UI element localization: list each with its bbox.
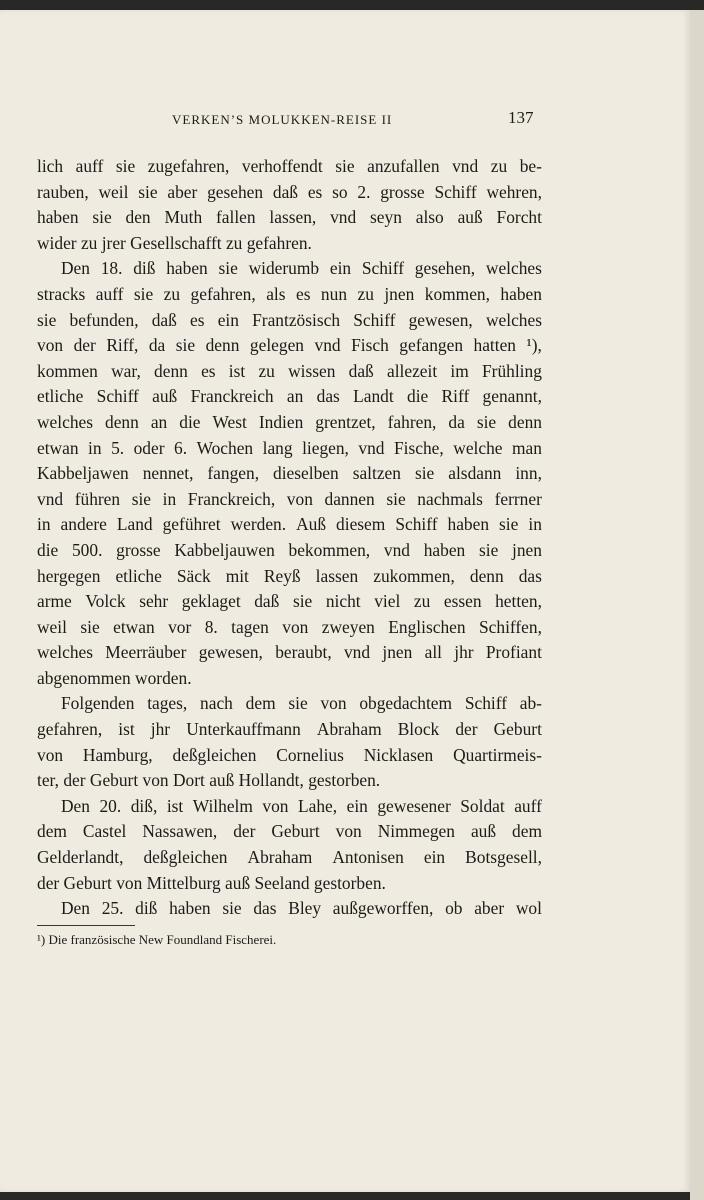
text-line: Folgenden tages, nach dem sie von obgedachtem Schiff ab-	[61, 693, 542, 714]
text-line: von der Riff, da sie denn gelegen vnd Fisch gefangen hatten ¹),	[37, 335, 542, 356]
text-line: vnd führen sie in Franckreich, von dannen sie nachmals ferrner	[37, 488, 542, 509]
running-head-title: VERKEN’S MOLUKKEN-REISE II	[172, 112, 393, 127]
text-line: sie befunden, daß es ein Frantzösisch Schiff gewesen, welches	[37, 309, 542, 330]
text-line: Den 25. diß haben sie das Bley außgeworffen, ob aber wol	[61, 898, 542, 919]
text-line: abgenommen worden.	[37, 667, 192, 688]
text-line: welches denn an die West Indien grentzet, fahren, da sie denn	[37, 411, 542, 432]
text-line: etliche Schiff auß Franckreich an das Landt die Riff genannt,	[37, 386, 542, 407]
text-line: welches Meerräuber gewesen, beraubt, vnd jnen all jhr Profiant	[37, 642, 542, 663]
footnote-text: Die französische New Foundland Fischerei.	[48, 932, 277, 947]
footnote	[37, 932, 542, 948]
text-line: ter, der Geburt von Dort auß Hollandt, gestorben.	[37, 770, 381, 791]
text-line: arme Volck sehr geklaget daß sie nicht viel zu essen hetten,	[37, 591, 542, 612]
text-line: hergegen etliche Säck mit Reyß lassen zukommen, denn das	[37, 565, 542, 586]
scan-background-top	[0, 0, 704, 10]
text-line: Den 20. diß, ist Wilhelm von Lahe, ein gewesener Soldat auff	[61, 795, 542, 816]
footnote-rule	[37, 925, 135, 926]
page-number: 137	[508, 108, 534, 127]
page-edge	[690, 10, 704, 1200]
text-line: haben sie den Muth fallen lassen, vnd seyn also auß Forcht	[37, 207, 542, 228]
text-line: dem Castel Nassawen, der Geburt von Nimmegen auß dem	[37, 821, 542, 842]
text-line: Gelderlandt, deßgleichen Abraham Antonisen ein Botsgesell,	[37, 847, 542, 868]
text-line: lich auff sie zugefahren, verhoffendt sie anzufallen vnd zu be-	[37, 156, 542, 176]
text-line: stracks auff sie zu gefahren, als es nun zu jnen kommen, haben	[37, 283, 542, 304]
body-text	[37, 154, 542, 922]
text-line: wider zu jrer Gesellschafft zu gefahren.	[37, 232, 312, 253]
running-head	[0, 104, 690, 134]
footnote-marker: ¹)	[37, 932, 46, 947]
text-line: Kabbeljawen nennet, fangen, dieselben saltzen sie alsdann inn,	[37, 463, 542, 484]
text-line: die 500. grosse Kabbeljauwen bekommen, vnd haben sie jnen	[37, 539, 542, 560]
text-line: Den 18. diß haben sie widerumb ein Schiff gesehen, welches	[61, 258, 542, 279]
text-line: weil sie etwan vor 8. tagen von zweyen Englischen Schiffen,	[37, 616, 542, 637]
text-line: etwan in 5. oder 6. Wochen lang liegen, vnd Fische, welche man	[37, 437, 542, 458]
text-line: in andere Land geführet werden. Auß diesem Schiff haben sie in	[37, 514, 542, 535]
text-line: der Geburt von Mittelburg auß Seeland gestorben.	[37, 872, 386, 893]
text-line: gefahren, ist jhr Unterkauffmann Abraham Block der Geburt	[37, 719, 542, 740]
book-page	[0, 10, 690, 1192]
text-line: rauben, weil sie aber gesehen daß es so 2. grosse Schiff wehren,	[37, 181, 542, 202]
text-line: von Hamburg, deßgleichen Cornelius Nicklasen Quartirmeis-	[37, 744, 542, 765]
text-line: kommen war, denn es ist zu wissen daß allezeit im Frühling	[37, 360, 542, 381]
